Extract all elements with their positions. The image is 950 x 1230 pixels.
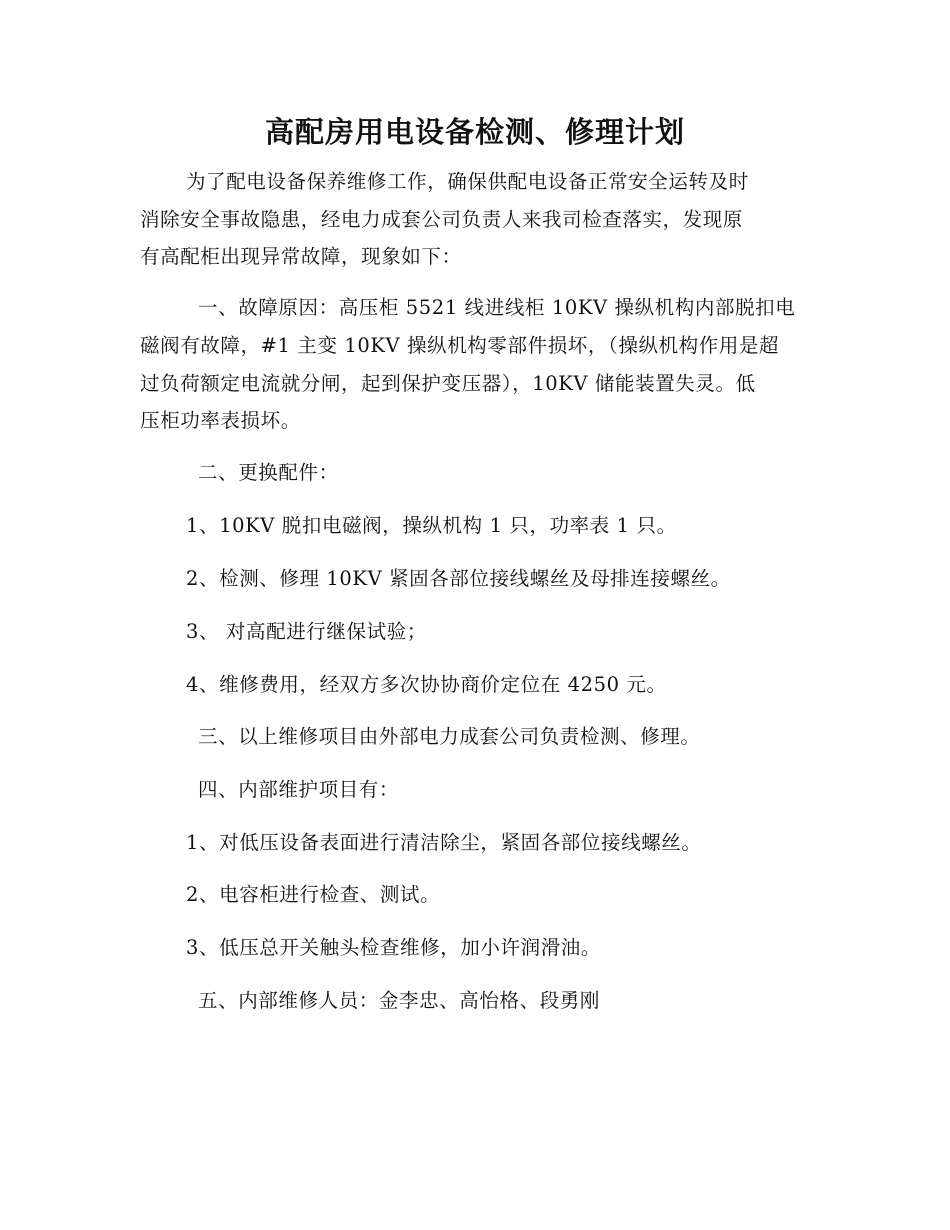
section2-heading: 二、更换配件：: [198, 461, 339, 484]
intro-line-3: 有高配柜出现异常故障，现象如下：: [140, 245, 462, 268]
section2-item-2: 2、检测、修理 10KV 紧固各部位接线螺丝及母排连接螺丝。: [186, 567, 731, 590]
section2-item-4: 4、维修费用，经双方多次协协商价定位在 4250 元。: [186, 673, 667, 696]
section2-item-1: 1、10KV 脱扣电磁阀，操纵机构 1 只，功率表 1 只。: [186, 514, 677, 537]
section4-item-3: 3、低压总开关触头检查维修，加小许润滑油。: [186, 936, 602, 959]
section1-line-3: 过负荷额定电流就分闸，起到保护变压器），10KV 储能装置失灵。低: [140, 372, 756, 395]
section4-item-1: 1、对低压设备表面进行清洁除尘，紧固各部位接线螺丝。: [186, 831, 702, 854]
intro-line-2: 消除安全事故隐患，经电力成套公司负责人来我司检查落实，发现原: [140, 208, 744, 231]
intro-line-1: 为了配电设备保养维修工作，确保供配电设备正常安全运转及时: [186, 170, 749, 193]
section3-text: 三、以上维修项目由外部电力成套公司负责检测、修理。: [198, 725, 701, 748]
section1-line-1: 一、故障原因：高压柜 5521 线进线柜 10KV 操纵机构内部脱扣电: [198, 296, 796, 319]
section4-item-2: 2、电容柜进行检查、测试。: [186, 883, 441, 906]
section2-item-3: 3、 对高配进行继保试验；: [186, 620, 427, 643]
section5-text: 五、内部维修人员：金李忠、高怡格、段勇刚: [198, 989, 601, 1012]
section1-line-2: 磁阀有故障，#1 主变 10KV 操纵机构零部件损坏，（操纵机构作用是超: [140, 334, 780, 357]
document-title: 高配房用电设备检测、修理计划: [264, 115, 685, 149]
section4-heading: 四、内部维护项目有：: [198, 778, 400, 801]
section1-line-4: 压柜功率表损坏。: [140, 409, 301, 432]
